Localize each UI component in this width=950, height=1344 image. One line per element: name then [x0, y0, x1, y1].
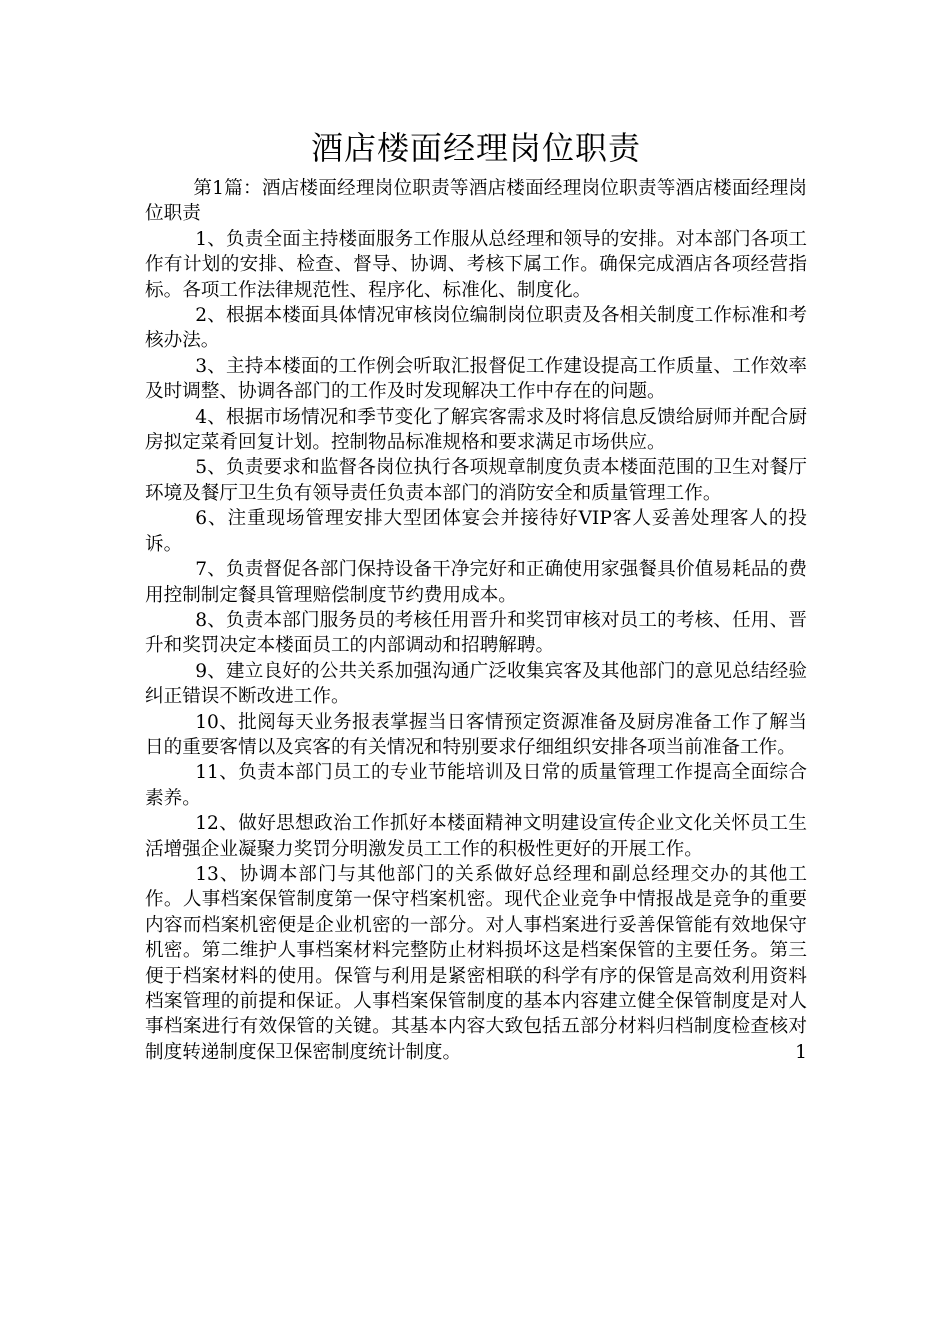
duty-paragraph-4: 4、根据市场情况和季节变化了解宾客需求及时将信息反馈给厨师并配合厨房拟定菜肴回复计划。控制物品标准规格和要求满足市场供应。: [145, 406, 807, 454]
duty-paragraph-3: 3、主持本楼面的工作例会听取汇报督促工作建设提高工作质量、工作效率及时调整、协调各部门的工作及时发现解决工作中存在的问题。: [145, 355, 807, 403]
document-page: [145, 126, 807, 1065]
duty-paragraph-1: 1、负责全面主持楼面服务工作服从总经理和领导的安排。对本部门各项工作有计划的安排、检查、督导、协调、考核下属工作。确保完成酒店各项经营指标。各项工作法律规范性、程序化、标准化、制度化。: [145, 228, 807, 301]
duty-paragraph-10: 10、批阅每天业务报表掌握当日客情预定资源准备及厨房准备工作了解当日的重要客情以及宾客的有关情况和特别要求仔细组织安排各项当前准备工作。: [145, 711, 807, 758]
duty-paragraph-7: 7、负责督促各部门保持设备干净完好和正确使用家强餐具价值易耗品的费用控制制定餐具管理赔偿制度节约费用成本。: [145, 559, 807, 606]
duty-paragraph-6: 6、注重现场管理安排大型团体宴会并接待好VIP客人妥善处理客人的投诉。: [145, 508, 807, 555]
duty-paragraph-9: 9、建立良好的公共关系加强沟通广泛收集宾客及其他部门的意见总结经验纠正错误不断改进工作。: [145, 660, 807, 708]
duty-paragraph-2: 2、根据本楼面具体情况审核岗位编制岗位职责及各相关制度工作标准和考核办法。: [145, 305, 807, 352]
duty-paragraph-11: 11、负责本部门员工的专业节能培训及日常的质量管理工作提高全面综合素养。: [145, 762, 807, 809]
duty-paragraph-13-text: 13、协调本部门与其他部门的关系做好总经理和副总经理交办的其他工作。人事档案保管制度第一保守档案机密。现代企业竞争中情报战是竞争的重要内容而档案机密便是企业机密的一部分。对人事档案进行妥善保管能有效地保守机密。第二维护人事档案材料完整防止材料损坏这是档案保管的主要任务。第三便于档案材料的使用。保管与利用是紧密相联的科学有序的保管是高效利用资料档案管理的前提和保证。人事档案保管制度的基本内容建立健全保管制度是对人事档案进行有效保管的关键。其基本内容大致包括五部分材料归档制度检查核对制度转递制度保卫保密制度统计制度。: [145, 863, 807, 1063]
duty-paragraph-8: 8、负责本部门服务员的考核任用晋升和奖罚审核对员工的考核、任用、晋升和奖罚决定本楼面员工的内部调动和招聘解聘。: [145, 609, 807, 657]
duty-paragraph-5: 5、负责要求和监督各岗位执行各项规章制度负责本楼面范围的卫生对餐厅环境及餐厅卫生负有领导责任负责本部门的消防安全和质量管理工作。: [145, 457, 807, 504]
page-number: 1: [795, 1041, 807, 1063]
document-body: [145, 176, 807, 1065]
duty-paragraph-13: [145, 862, 807, 1065]
intro-paragraph: 第1篇：酒店楼面经理岗位职责等酒店楼面经理岗位职责等酒店楼面经理岗位职责: [145, 178, 807, 225]
document-title: 酒店楼面经理岗位职责: [310, 129, 641, 167]
duty-paragraph-12: 12、做好思想政治工作抓好本楼面精神文明建设宣传企业文化关怀员工生活增强企业凝聚力奖罚分明激发员工工作的积极性更好的开展工作。: [145, 813, 807, 860]
